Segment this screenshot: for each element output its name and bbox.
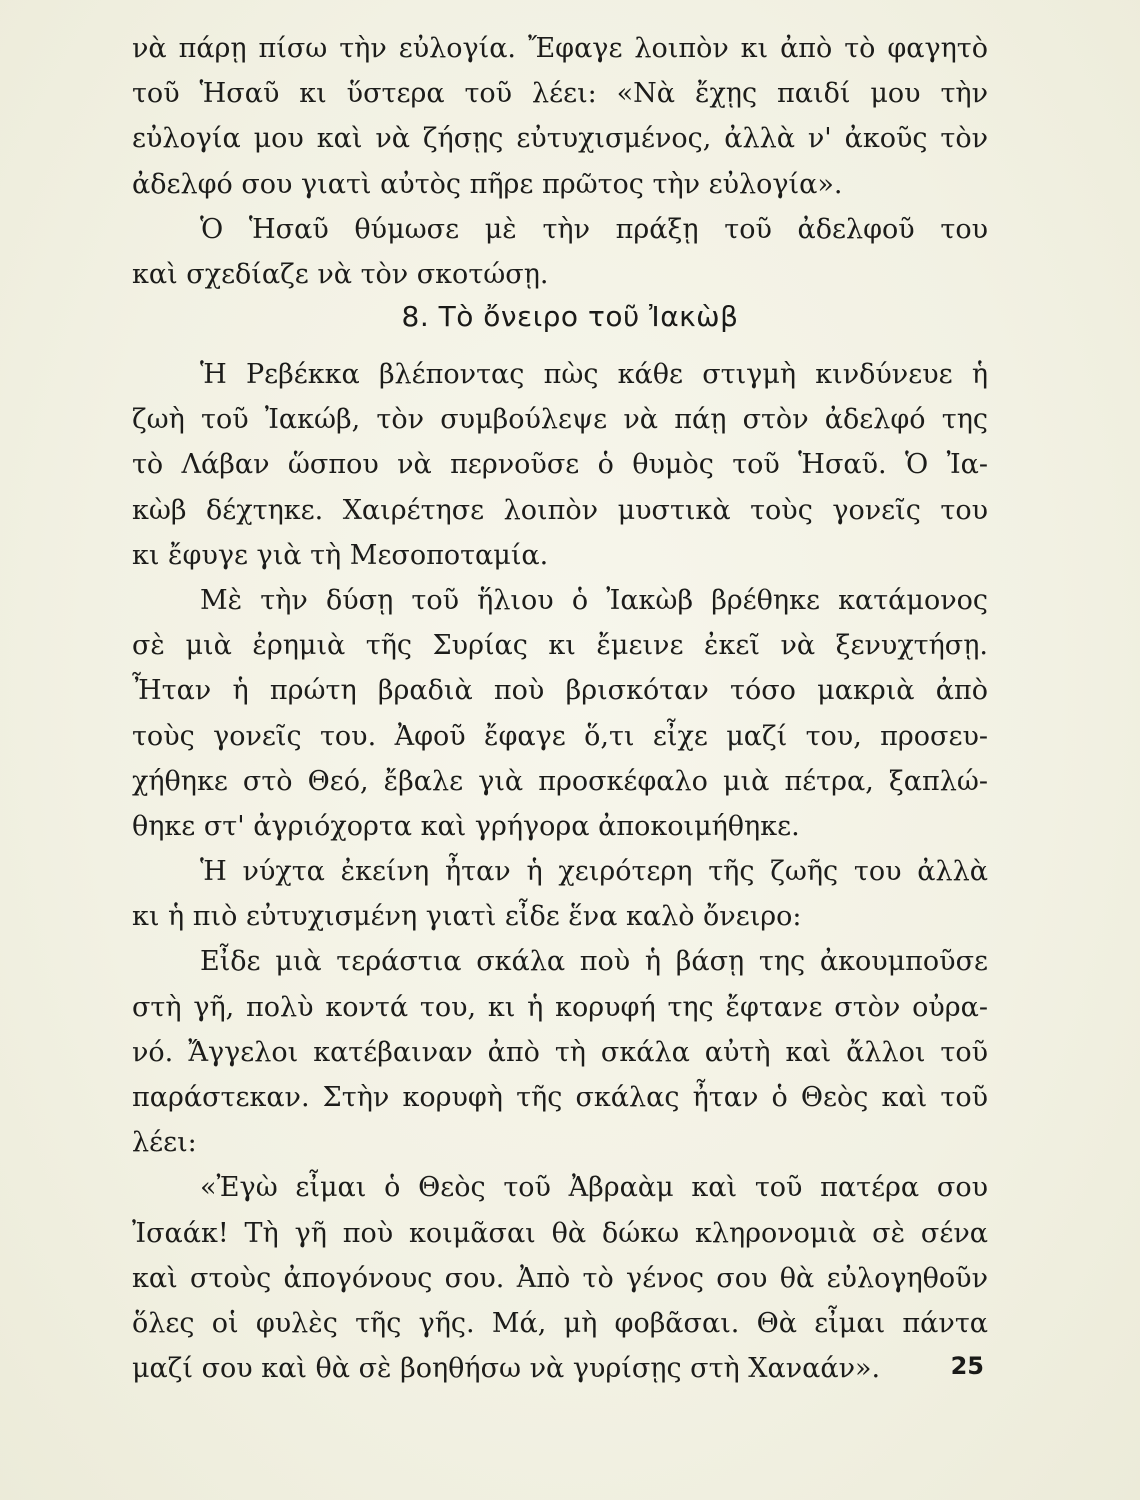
paragraph-block-top [132,26,988,297]
text-line: Ἡ Ρεβέκκα βλέποντας πὼς κάθε στιγμὴ κινδύνευε ἡ [200,359,988,390]
text-line: κὼβ δέχτηκε. Χαιρέτησε λοιπὸν μυστικὰ τοὺς γονεῖς του [132,494,988,526]
section-heading: 8. Τὸ ὄνειρο τοῦ Ἰακὼβ [401,300,739,333]
text-line: παράστεκαν. Στὴν κορυφὴ τῆς σκάλας ἦταν ὁ Θεὸς καὶ τοῦ [132,1082,988,1113]
text-line: ἀδελφό σου γιατὶ αὐτὸς πῆρε πρῶτος τὴν εὐλογία». [132,168,843,200]
text-line: μαζί σου καὶ θὰ σὲ βοηθήσω νὰ γυρίσῃς στὴ Χαναάν». [132,1353,881,1385]
text-line: καὶ σχεδίαζε νὰ τὸν σκοτώσῃ. [132,258,549,290]
text-line: νὰ πάρῃ πίσω τὴν εὐλογία. Ἔφαγε λοιπὸν κι ἀπὸ τὸ φαγητὸ [132,33,988,64]
text-line: νό. Ἄγγελοι κατέβαιναν ἀπὸ τὴ σκάλα αὐτὴ καὶ ἄλλοι τοῦ [132,1036,988,1068]
text-line: εὐλογία μου καὶ νὰ ζήσῃς εὐτυχισμένος, ἀλλὰ ν' ἀκοῦς τὸν [132,123,988,155]
text-line: Ὁ Ἡσαῦ θύμωσε μὲ τὴν πράξῃ τοῦ ἀδελφοῦ του [200,213,988,245]
text-line: Ἰσαάκ! Τὴ γῆ ποὺ κοιμᾶσαι θὰ δώκω κληρονομιὰ σὲ σένα [132,1217,988,1249]
paragraph-block-main [132,352,988,1391]
text-line: χήθηκε στὸ Θεό, ἔβαλε γιὰ προσκέφαλο μιὰ πέτρα, ξαπλώ- [132,765,988,797]
text-line: Μὲ τὴν δύσῃ τοῦ ἥλιου ὁ Ἰακὼβ βρέθηκε κατάμονος [200,584,988,616]
text-line: Ἡ νύχτα ἐκείνη ἦταν ἡ χειρότερη τῆς ζωῆς του ἀλλὰ [200,856,988,888]
text-line: θηκε στ' ἀγριόχορτα καὶ γρήγορα ἀποκοιμήθηκε. [132,810,800,842]
text-line: τὸ Λάβαν ὥσπου νὰ περνοῦσε ὁ θυμὸς τοῦ Ἡσαῦ. Ὁ Ἰα- [132,449,988,481]
text-line: ζωὴ τοῦ Ἰακώβ, τὸν συμβούλεψε νὰ πάῃ στὸν ἀδελφό της [132,404,988,436]
text-line: τοὺς γονεῖς του. Ἀφοῦ ἔφαγε ὅ,τι εἶχε μαζί του, προσευ- [132,720,988,752]
text-line: καὶ στοὺς ἀπογόνους σου. Ἀπὸ τὸ γένος σου θὰ εὐλογηθοῦν [132,1262,988,1294]
text-line: τοῦ Ἡσαῦ κι ὕστερα τοῦ λέει: «Νὰ ἔχῃς παιδί μου τὴν [132,78,988,110]
text-line: κι ἔφυγε γιὰ τὴ Μεσοποταμία. [132,539,549,571]
text-line: κι ἡ πιὸ εὐτυχισμένη γιατὶ εἶδε ἕνα καλὸ ὄνειρο: [132,901,802,933]
text-line: Εἶδε μιὰ τεράστια σκάλα ποὺ ἡ βάσῃ της ἀκουμποῦσε [200,946,988,978]
text-line: «Ἐγὼ εἶμαι ὁ Θεὸς τοῦ Ἀβραὰμ καὶ τοῦ πατέρα σου [200,1172,988,1204]
text-line: Ἦταν ἡ πρώτη βραδιὰ ποὺ βρισκόταν τόσο μακριὰ ἀπὸ [132,675,988,707]
text-line: στὴ γῆ, πολὺ κοντά του, κι ἡ κορυφή της ἔφτανε στὸν οὐρα- [132,991,988,1023]
text-line: λέει: [132,1127,197,1159]
page-number: 25 [950,1352,984,1380]
text-line: ὅλες οἱ φυλὲς τῆς γῆς. Μά, μὴ φοβᾶσαι. Θὰ εἶμαι πάντα [132,1307,988,1339]
text-line: σὲ μιὰ ἐρημιὰ τῆς Συρίας κι ἔμεινε ἐκεῖ νὰ ξενυχτήσῃ. [132,630,988,662]
